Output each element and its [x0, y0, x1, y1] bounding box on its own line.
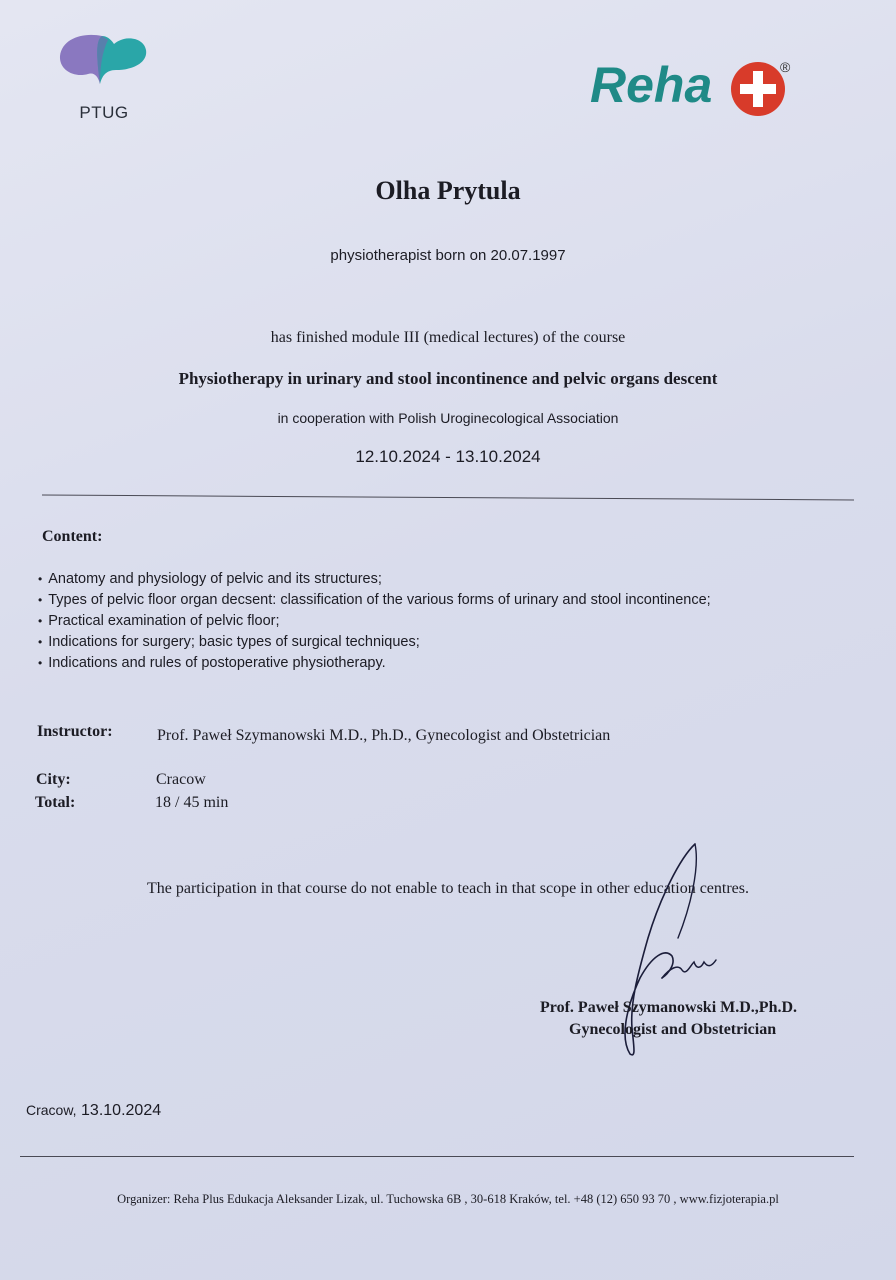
registered-mark: ®: [780, 59, 791, 75]
disclaimer: The participation in that course do not enable to teach in that scope in other education centres.: [146, 880, 749, 897]
list-item: • Indications for surgery; basic types of surgical techniques;: [38, 632, 868, 653]
finished-line: has finished module III (medical lectures) of the course: [270, 329, 626, 346]
course-dates: 12.10.2024 - 13.10.2024: [355, 447, 541, 466]
city-label: City:: [36, 771, 71, 788]
total-value: 18 / 45 min: [155, 794, 229, 811]
course-title: Physiotherapy in urinary and stool incontinence and pelvic organs descent: [178, 369, 718, 388]
list-item: • Practical examination of pelvic floor;: [38, 611, 868, 632]
issue-date: 13.10.2024: [81, 1102, 162, 1119]
recipient-name: Olha Prytula: [375, 176, 521, 205]
cooperation-line: in cooperation with Polish Uroginecological Association: [277, 410, 619, 426]
instructor-value: Prof. Paweł Szymanowski M.D., Ph.D., Gynecologist and Obstetrician: [157, 727, 611, 744]
organizer-footer: Organizer: Reha Plus Edukacja Aleksander Lizak, ul. Tuchowska 6B , 30-618 Kraków, tel. +48 (12) 650 93 70 , www.fizjoterapia.pl: [117, 1192, 779, 1206]
total-label: Total:: [35, 794, 76, 811]
red-plus-icon: [731, 62, 785, 116]
born-line: physiotherapist born on 20.07.1997: [330, 247, 566, 264]
issue-place-date: [26, 1102, 161, 1120]
signatory-name: Prof. Paweł Szymanowski M.D.,Ph.D.: [540, 999, 798, 1016]
issue-city: Cracow,: [26, 1102, 77, 1118]
reha-plus-logo: [590, 54, 805, 124]
list-item: • Indications and rules of postoperative physiotherapy.: [38, 653, 868, 674]
list-item: • Types of pelvic floor organ decsent: classification of the various forms of urinary and stool incontinence;: [38, 590, 868, 611]
instructor-label: Instructor:: [37, 723, 113, 740]
ptug-logo-text: PTUG: [79, 103, 129, 122]
divider-bottom: [20, 1156, 854, 1157]
signatory-title: Gynecologist and Obstetrician: [569, 1021, 777, 1038]
list-item: • Anatomy and physiology of pelvic and its structures;: [38, 569, 868, 590]
content-list: [38, 569, 868, 674]
city-value: Cracow: [156, 771, 206, 788]
reha-logo-text: Reha: [590, 57, 713, 113]
content-heading: Content:: [42, 528, 103, 545]
divider-top: [42, 495, 854, 501]
